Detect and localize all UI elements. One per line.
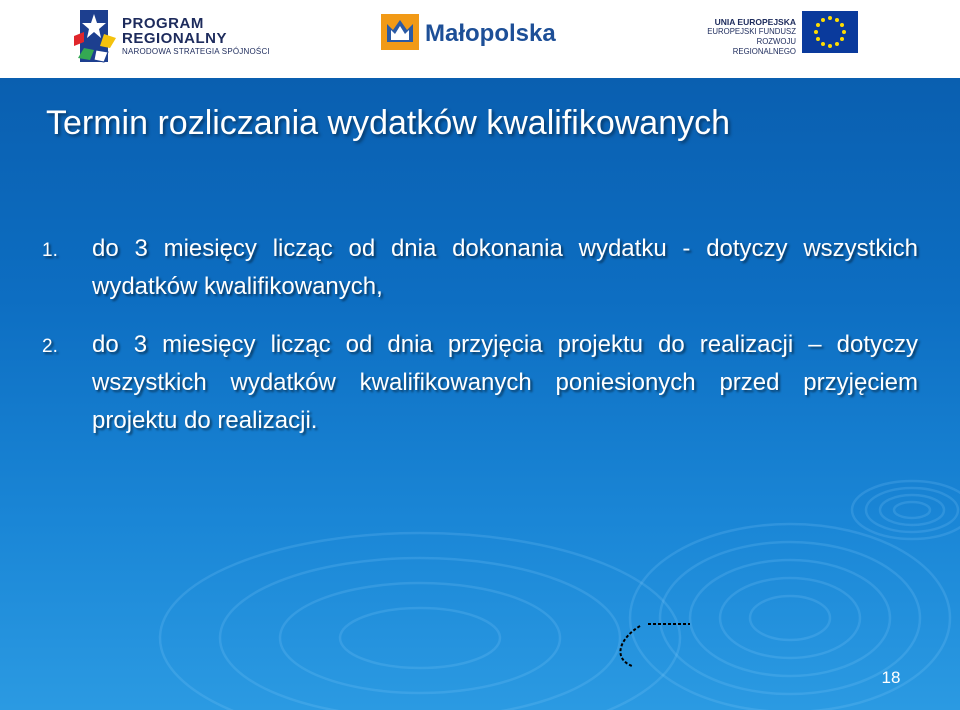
program-regionalny-emblem-icon [70,6,118,66]
eu-flag-icon [802,11,858,53]
malopolska-crown-icon [381,12,419,52]
item-text: do 3 miesięcy licząc od dnia dokonania wydatku - dotyczy wszystkich wydatków kwalifikowanych, [92,235,918,300]
eu-line1: UNIA EUROPEJSKA [714,17,796,27]
list-item [42,230,918,306]
item-number: 2. [42,336,58,357]
malopolska-wordmark: Małopolska [425,20,556,47]
eu-logo [692,11,862,57]
eu-line2: EUROPEJSKI FUNDUSZ [707,27,796,36]
eu-line3: ROZWOJU REGIONALNEGO [732,37,796,56]
item-list [42,230,918,460]
item-number: 1. [42,240,58,261]
slide-title: Termin rozliczania wydatków kwalifikowanych [46,104,731,142]
program-regionalny-logo [70,6,270,68]
program-regionalny-line1: PROGRAM [122,15,204,32]
program-regionalny-line3: NARODOWA STRATEGIA SPÓJNOŚCI [122,47,270,56]
list-item [42,326,918,440]
logo-bar [0,0,960,78]
item-text: do 3 miesięcy licząc od dnia przyjęcia projektu do realizacji – dotyczy wszystkich wydatków kwalifikowanych poniesionych przed przyjęciem projektu do realizacji. [92,331,918,434]
malopolska-logo [381,12,581,56]
page-number: 18 [881,668,901,687]
program-regionalny-line2: REGIONALNY [122,30,228,47]
